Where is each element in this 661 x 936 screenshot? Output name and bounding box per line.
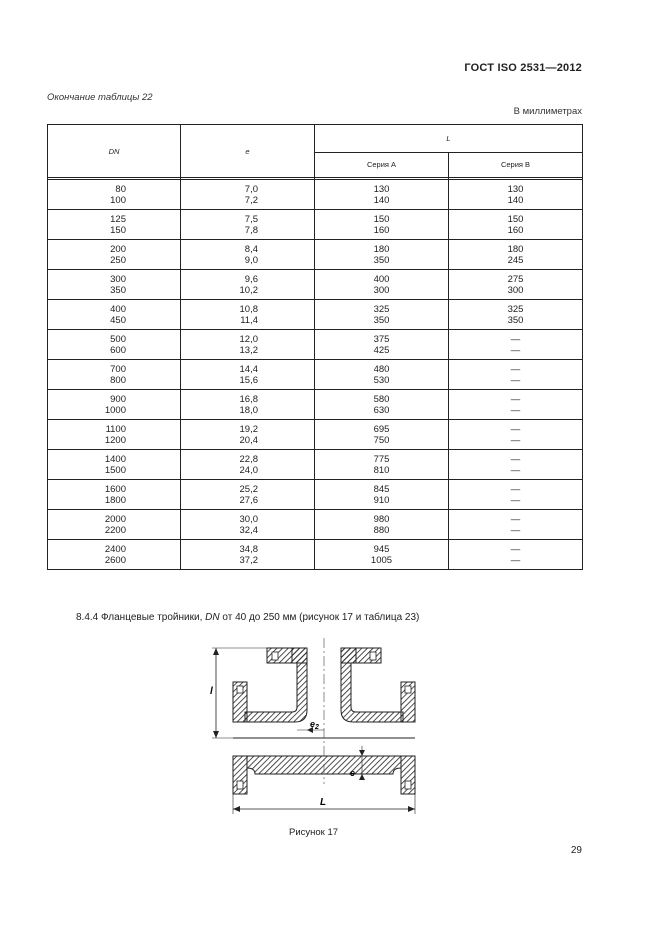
cell-value: 775 bbox=[373, 453, 390, 465]
cell-value: 275 bbox=[507, 273, 524, 285]
cell-value: 325 bbox=[373, 303, 390, 315]
cell-value: 34,8 bbox=[239, 543, 258, 555]
cell-dn bbox=[48, 240, 181, 270]
table-row bbox=[48, 540, 583, 570]
column-header-l: L bbox=[315, 125, 583, 153]
cell-series-a bbox=[315, 180, 449, 210]
cell-value: 980 bbox=[373, 513, 390, 525]
cell-series-a bbox=[315, 330, 449, 360]
cell-value: 150 bbox=[110, 224, 126, 236]
cell-dn bbox=[48, 420, 181, 450]
cell-value: 7,2 bbox=[244, 194, 258, 206]
cell-dn bbox=[48, 390, 181, 420]
cell-value: — bbox=[510, 483, 521, 495]
cell-value: 2000 bbox=[104, 513, 126, 525]
cell-value: 1500 bbox=[104, 464, 126, 476]
cell-value: 7,0 bbox=[244, 183, 258, 195]
flanged-tee-drawing bbox=[200, 634, 440, 824]
cell-value: 1800 bbox=[104, 494, 126, 506]
cell-value: 1400 bbox=[104, 453, 126, 465]
column-header-series-a: Серия А bbox=[315, 152, 449, 177]
cell-value: 130 bbox=[507, 183, 524, 195]
cell-value: 12,0 bbox=[239, 333, 258, 345]
cell-value: 150 bbox=[373, 213, 390, 225]
cell-value: 700 bbox=[110, 363, 126, 375]
cell-e bbox=[181, 270, 315, 300]
cell-value: 180 bbox=[373, 243, 390, 255]
cell-series-b bbox=[449, 390, 583, 420]
table-row bbox=[48, 420, 583, 450]
cell-dn bbox=[48, 270, 181, 300]
cell-value: 2200 bbox=[104, 524, 126, 536]
cell-value: 15,6 bbox=[239, 374, 258, 386]
cell-value: 600 bbox=[110, 344, 126, 356]
cell-value: 10,2 bbox=[239, 284, 258, 296]
cell-value: 1100 bbox=[105, 423, 126, 435]
cell-value: 400 bbox=[110, 303, 126, 315]
cell-dn bbox=[48, 540, 181, 570]
cell-value: — bbox=[510, 554, 521, 566]
column-header-series-b: Серия В bbox=[449, 152, 583, 177]
cell-value: 200 bbox=[110, 243, 126, 255]
cell-value: 130 bbox=[373, 183, 390, 195]
cell-series-b bbox=[449, 510, 583, 540]
cell-value: 27,6 bbox=[239, 494, 258, 506]
cell-value: — bbox=[510, 423, 521, 435]
cell-series-a bbox=[315, 420, 449, 450]
column-header-e: e bbox=[181, 125, 315, 178]
cell-value: 750 bbox=[373, 434, 390, 446]
cell-e bbox=[181, 390, 315, 420]
cell-series-b bbox=[449, 360, 583, 390]
cell-e bbox=[181, 360, 315, 390]
cell-value: 100 bbox=[110, 194, 126, 206]
cell-value: — bbox=[510, 513, 521, 525]
cell-value: 30,0 bbox=[239, 513, 258, 525]
table-row bbox=[48, 240, 583, 270]
cell-value: 530 bbox=[373, 374, 390, 386]
cell-series-a bbox=[315, 390, 449, 420]
cell-series-b bbox=[449, 270, 583, 300]
cell-series-b bbox=[449, 330, 583, 360]
table-row bbox=[48, 480, 583, 510]
table-row bbox=[48, 300, 583, 330]
cell-value: 9,6 bbox=[244, 273, 258, 285]
cell-value: 13,2 bbox=[239, 344, 258, 356]
cell-value: 480 bbox=[373, 363, 390, 375]
cell-value: 24,0 bbox=[239, 464, 258, 476]
cell-value: 9,0 bbox=[244, 254, 258, 266]
cell-value: 150 bbox=[507, 213, 524, 225]
cell-series-a bbox=[315, 210, 449, 240]
cell-series-b bbox=[449, 450, 583, 480]
cell-value: 425 bbox=[373, 344, 390, 356]
cell-e bbox=[181, 540, 315, 570]
cell-value: 300 bbox=[110, 273, 126, 285]
cell-series-a bbox=[315, 510, 449, 540]
figure-caption: Рисунок 17 bbox=[289, 827, 339, 838]
cell-value: 7,8 bbox=[244, 224, 258, 236]
column-header-dn: DN bbox=[48, 125, 181, 178]
cell-dn bbox=[48, 210, 181, 240]
table-row bbox=[48, 180, 583, 210]
cell-value: 160 bbox=[373, 224, 390, 236]
cell-value: 245 bbox=[507, 254, 524, 266]
cell-dn bbox=[48, 450, 181, 480]
cell-series-b bbox=[449, 240, 583, 270]
cell-value: — bbox=[510, 333, 521, 345]
cell-series-b bbox=[449, 210, 583, 240]
cell-value: — bbox=[510, 393, 521, 405]
cell-value: 125 bbox=[110, 213, 126, 225]
cell-e bbox=[181, 450, 315, 480]
cell-value: 37,2 bbox=[239, 554, 258, 566]
cell-value: 450 bbox=[110, 314, 126, 326]
cell-value: 140 bbox=[373, 194, 390, 206]
cell-value: 630 bbox=[373, 404, 390, 416]
cell-e bbox=[181, 240, 315, 270]
cell-value: 25,2 bbox=[239, 483, 258, 495]
cell-value: — bbox=[510, 363, 521, 375]
table-units: В миллиметрах bbox=[513, 106, 582, 117]
cell-value: 14,4 bbox=[239, 363, 258, 375]
cell-value: — bbox=[510, 344, 521, 356]
cell-value: 19,2 bbox=[239, 423, 258, 435]
dimension-e2-label: $e_2$ bbox=[310, 719, 319, 731]
cell-value: 810 bbox=[373, 464, 390, 476]
cell-value: — bbox=[510, 524, 521, 536]
cell-value: 7,5 bbox=[244, 213, 258, 225]
cell-value: 845 bbox=[373, 483, 390, 495]
cell-value: 300 bbox=[373, 284, 390, 296]
cell-value: 22,8 bbox=[239, 453, 258, 465]
cell-dn bbox=[48, 480, 181, 510]
cell-value: 1005 bbox=[370, 554, 393, 566]
cell-value: — bbox=[510, 374, 521, 386]
cell-value: 400 bbox=[373, 273, 390, 285]
cell-value: 1600 bbox=[104, 483, 126, 495]
cell-value: 16,8 bbox=[239, 393, 258, 405]
cell-value: 2400 bbox=[104, 543, 126, 555]
dimension-l-big-label: L bbox=[320, 797, 327, 808]
cell-value: — bbox=[510, 434, 521, 446]
cell-series-a bbox=[315, 540, 449, 570]
cell-value: 140 bbox=[507, 194, 524, 206]
dimensions-table bbox=[47, 124, 583, 570]
cell-series-a bbox=[315, 240, 449, 270]
cell-value: 300 bbox=[507, 284, 524, 296]
cell-series-a bbox=[315, 270, 449, 300]
cell-value: — bbox=[510, 494, 521, 506]
dimension-e-label: e bbox=[350, 768, 356, 778]
cell-series-a bbox=[315, 360, 449, 390]
cell-value: 325 bbox=[507, 303, 524, 315]
cell-value: — bbox=[510, 453, 521, 465]
cell-series-a bbox=[315, 300, 449, 330]
cell-series-b bbox=[449, 300, 583, 330]
cell-value: 11,4 bbox=[240, 314, 258, 326]
cell-dn bbox=[48, 360, 181, 390]
table-caption: Окончание таблицы 22 bbox=[47, 92, 153, 103]
cell-dn bbox=[48, 180, 181, 210]
table-row bbox=[48, 510, 583, 540]
cell-value: 180 bbox=[507, 243, 524, 255]
cell-value: 500 bbox=[110, 333, 126, 345]
cell-value: 945 bbox=[373, 543, 390, 555]
cell-value: 20,4 bbox=[239, 434, 258, 446]
cell-e bbox=[181, 330, 315, 360]
cell-e bbox=[181, 300, 315, 330]
cell-value: 910 bbox=[373, 494, 390, 506]
cell-value: 350 bbox=[373, 314, 390, 326]
cell-value: 160 bbox=[507, 224, 524, 236]
cell-value: 800 bbox=[110, 374, 126, 386]
cell-value: 250 bbox=[110, 254, 126, 266]
cell-value: 900 bbox=[110, 393, 126, 405]
cell-value: 1000 bbox=[104, 404, 126, 416]
document-code: ГОСТ ISO 2531—2012 bbox=[464, 62, 582, 74]
table-row bbox=[48, 450, 583, 480]
cell-value: 10,8 bbox=[239, 303, 258, 315]
cell-value: 880 bbox=[373, 524, 390, 536]
cell-series-a bbox=[315, 450, 449, 480]
cell-e bbox=[181, 480, 315, 510]
cell-value: 2600 bbox=[104, 554, 126, 566]
cell-value: 580 bbox=[373, 393, 390, 405]
cell-value: 350 bbox=[373, 254, 390, 266]
dimension-l-small-label: l bbox=[210, 686, 213, 697]
cell-dn bbox=[48, 300, 181, 330]
cell-dn bbox=[48, 330, 181, 360]
cell-e bbox=[181, 510, 315, 540]
cell-e bbox=[181, 420, 315, 450]
table-row bbox=[48, 330, 583, 360]
cell-series-b bbox=[449, 480, 583, 510]
page-number: 29 bbox=[570, 845, 582, 856]
cell-dn bbox=[48, 510, 181, 540]
cell-value: 695 bbox=[373, 423, 390, 435]
table-row bbox=[48, 360, 583, 390]
table-row bbox=[48, 270, 583, 300]
cell-e bbox=[181, 210, 315, 240]
cell-value: 32,4 bbox=[239, 524, 258, 536]
cell-series-b bbox=[449, 540, 583, 570]
cell-value: — bbox=[510, 464, 521, 476]
cell-value: 350 bbox=[110, 284, 126, 296]
table-row bbox=[48, 390, 583, 420]
cell-value: 375 bbox=[373, 333, 390, 345]
section-heading: 8.4.4 Фланцевые тройники, DN от 40 до 250 мм (рисунок 17 и таблица 23) bbox=[76, 612, 420, 623]
table-row bbox=[48, 210, 583, 240]
cell-value: — bbox=[510, 404, 521, 416]
cell-series-a bbox=[315, 480, 449, 510]
cell-series-b bbox=[449, 420, 583, 450]
cell-value: 1200 bbox=[104, 434, 126, 446]
cell-e bbox=[181, 180, 315, 210]
cell-value: 18,0 bbox=[239, 404, 258, 416]
cell-value: 80 bbox=[115, 183, 126, 195]
cell-series-b bbox=[449, 180, 583, 210]
cell-value: 350 bbox=[507, 314, 524, 326]
cell-value: 8,4 bbox=[244, 243, 258, 255]
cell-value: — bbox=[510, 543, 521, 555]
